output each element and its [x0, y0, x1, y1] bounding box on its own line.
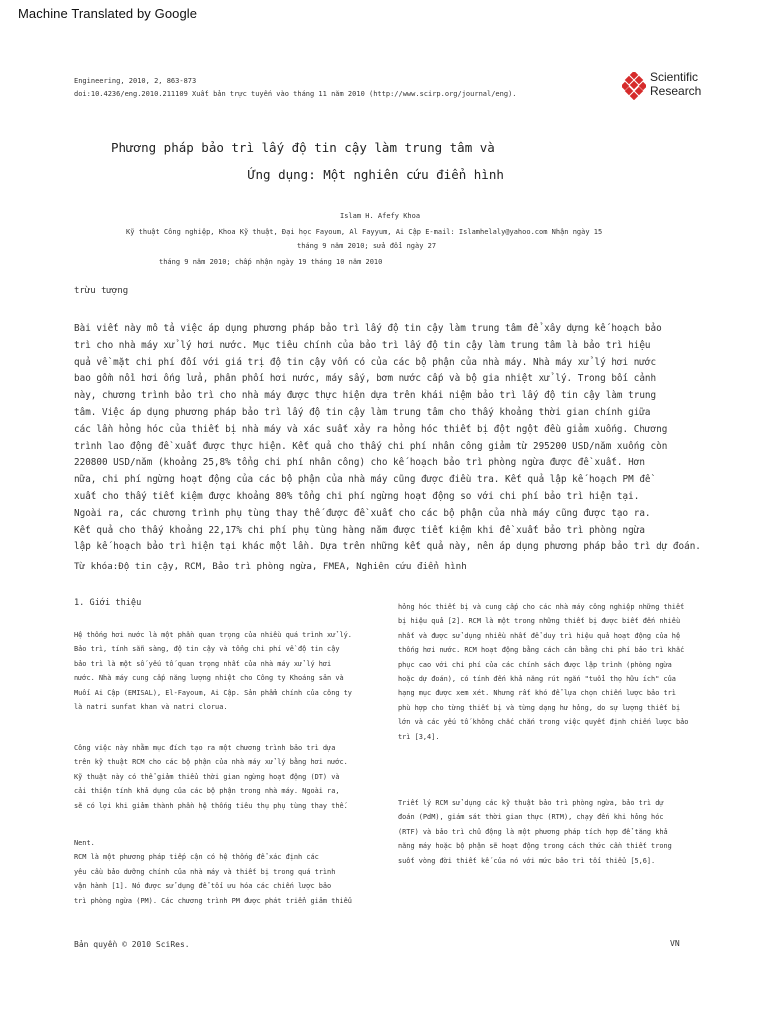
author-name: Islam H. Afefy Khoa [340, 212, 421, 220]
keywords: Từ khóa:Độ tin cậy, RCM, Bảo trì phòng ngừa, FMEA, Nghiên cứu điển hình [74, 561, 467, 572]
left-column-para2 [74, 741, 374, 813]
text-line: nước. Nhà máy cung cấp năng lượng nhiệt cho Công ty Khoáng sản và [74, 674, 344, 683]
text-line: Kỹ thuật này có thể giảm thiểu thời gian ngừng hoạt động (DT) và [74, 772, 340, 781]
text-line: phù hợp cho từng thiết bị và từng dạng hư hỏng, do sự lượng thiết bị [398, 703, 681, 712]
text-line: trên kỹ thuật RCM cho các bộ phận của nhà máy xử lý bằng hơi nước. [74, 758, 348, 767]
logo-text-line2: Research [650, 84, 702, 98]
doi-line: doi:10.4236/eng.2010.211109 Xuất bản trực tuyến vào tháng 11 năm 2010 (http://www.scirp.org/journal/eng). [74, 90, 517, 98]
text-line: Hệ thống hơi nước là một phần quan trọng của nhiều quá trình xử lý. [74, 631, 352, 639]
text-line: Triết lý RCM sử dụng các kỹ thuật bảo trì phòng ngừa, bảo trì dự [398, 799, 664, 807]
scientific-research-logo-icon [622, 72, 646, 100]
text-line: là natri sunfat khan và natri clorua. [74, 703, 228, 712]
text-line: hạng mục được xem xét. Nhưng rất khó để lựa chọn chiến lược bảo trì [398, 689, 676, 698]
text-line: bảo trì là một số yếu tố quan trọng nhất của nhà máy xử lý hơi [74, 659, 332, 668]
abstract-line: trì cho nhà máy xử lý hơi nước. Mục tiêu chính của bảo trì lấy độ tin cậy làm trung tâm là bảo trì hiệu [74, 339, 651, 351]
copyright-footer: Bản quyền © 2010 SciRes. [74, 940, 190, 949]
text-line: thống hơi nước. RCM hoạt động bằng cách cân bằng chi phí bảo trì khắc [398, 646, 685, 655]
text-line: Nent. [74, 839, 95, 847]
text-line: vận hành [1]. Nó được sử dụng để tối ưu hóa các chiến lược bảo [74, 882, 332, 891]
abstract-line: Ngoài ra, các chương trình phụ tùng thay thế được đề xuất cho các bộ phận của nhà máy cũng được tạo ra. [74, 507, 651, 519]
text-line: năng máy hoặc bộ phận sẽ hoạt động trong cách thức cần thiết trong [398, 842, 672, 851]
text-line: trì phòng ngừa (PM). Các chương trình PM được phát triển giảm thiểu [74, 896, 352, 905]
author-affiliation-line1: Kỹ thuật Công nghiệp, Khoa Kỹ thuật, Đại học Fayoum, Al Fayyum, Ai Cập E-mail: Islamhelaly@yahoo.com Nhận ngày 15 [126, 228, 603, 236]
abstract-body [74, 321, 742, 556]
text-line: Muối Ai Cập (EMISAL), El-Fayoum, Ai Cập. Sản phẩm chính của công ty [74, 688, 352, 697]
abstract-line: tâm. Việc áp dụng phương pháp bảo trì lấy độ tin cậy làm trung tâm cho thấy khoảng thời gian chính giữa [74, 406, 651, 418]
paper-title-line1: Phương pháp bảo trì lấy độ tin cậy làm trung tâm và [111, 140, 495, 155]
text-line: RCM là một phương pháp tiếp cận có hệ thống để xác định các [74, 853, 319, 862]
journal-citation: Engineering, 2010, 2, 863-873 [74, 77, 197, 85]
machine-translation-banner: Machine Translated by Google [18, 6, 198, 21]
text-line: Công việc này nhằm mục đích tạo ra một chương trình bảo trì dựa [74, 744, 336, 752]
publisher-logo [622, 70, 742, 104]
text-line: lớn và các yếu tố không chắc chắn trong việc quyết định chiến lược bảo [398, 718, 689, 727]
abstract-line: này, chương trình bảo trì cho nhà máy được thực hiện dựa trên khái niệm bảo trì lấy độ tin cậy làm trung [74, 390, 657, 402]
text-line: trì [3,4]. [398, 732, 440, 741]
abstract-line: nữa, chi phí ngừng hoạt động của các bộ phận của nhà máy cũng được điều tra. Kết quả lập kế hoạch PM đề [74, 474, 651, 486]
left-column-para3 [74, 836, 374, 908]
right-column-para1 [398, 600, 698, 744]
abstract-line: Kết quả cho thấy khoảng 22,17% chi phí phụ tùng hàng năm được tiết kiệm khi đề xuất bảo trì phòng ngừa [74, 524, 645, 536]
text-line: bị hiệu quả [2]. RCM là một trong những thiết bị được biết đến nhiều [398, 617, 681, 626]
abstract-line: xuất cho thấy tiết kiệm được khoảng 80% tổng chi phí ngừng hoạt động so với chi phí bảo trì hiện tại. [74, 490, 640, 502]
abstract-line: trình lao động đề xuất được thực hiện. Kết quả cho thấy chi phí nhân công giảm từ 295200 USD/năm xuống còn [74, 440, 668, 452]
abstract-line: quả về mặt chi phí đối với giá trị độ tin cậy vốn có của các bộ phận của nhà máy. Nhà máy xử lý hơi nước [74, 356, 657, 368]
text-line: nhất và được sử dụng nhiều nhất để duy trì hiệu quả hoạt động của hệ [398, 631, 681, 640]
text-line: đoán (PdM), giám sát thời gian thực (RTM), chạy đến khi hỏng hóc [398, 813, 664, 822]
abstract-line: các lần hỏng hóc của thiết bị nhà máy và xác suất xảy ra hỏng hóc thiết bị đột ngột đều giảm xuống. Chương [74, 423, 668, 435]
left-column-para1 [74, 628, 374, 714]
paper-title-line2: Ứng dụng: Một nghiên cứu điển hình [248, 167, 504, 182]
text-line: suốt vòng đời thiết kế của nó với mức bảo trì tối thiểu [5,6]. [398, 856, 656, 865]
text-line: hoặc dự đoán), có tính đến khả năng rút ngắn "tuổi thọ hữu ích" của [398, 675, 676, 684]
section-title-introduction: 1. Giới thiệu [74, 598, 142, 608]
right-column-para2 [398, 796, 698, 868]
abstract-line: Bài viết này mô tả việc áp dụng phương pháp bảo trì lấy độ tin cậy làm trung tâm để xây dựng kế hoạch bảo [74, 323, 662, 334]
text-line: hỏng hóc thiết bị và cung cấp cho các nhà máy công nghiệp những thiết [398, 603, 685, 611]
author-affiliation-line2: tháng 9 năm 2010; sửa đổi ngày 27 [297, 242, 437, 250]
text-line: cải thiện tính khả dụng của các bộ phận trong nhà máy. Ngoài ra, [74, 787, 340, 796]
abstract-line: bao gồm nồi hơi ống lửa, phân phối hơi nước, máy sấy, bơm nước cấp và bộ gia nhiệt xử lý. Trong bối cảnh [74, 373, 657, 385]
abstract-line: 220800 USD/năm (khoảng 25,8% tổng chi phí nhân công) cho kế hoạch bảo trì phòng ngừa được đề xuất. Hơn [74, 457, 645, 469]
text-line: sẽ có lợi khi giảm thành phần hệ thống tiêu thụ phụ tùng thay thế. [74, 801, 348, 810]
text-line: phục cao với chi phí của các chính sách được lập trình (phòng ngừa [398, 660, 672, 669]
abstract-line: lập kế hoạch bảo trì hiện tại khác một lần. Dựa trên những kết quả này, nên áp dụng phương pháp bảo trì dự đoán. [74, 541, 701, 553]
text-line: (RTF) và bảo trì chủ động là một phương pháp tích hợp để tăng khả [398, 827, 668, 836]
abstract-heading: trừu tượng [74, 286, 129, 296]
text-line: Bảo trì, tính sẵn sàng, độ tin cậy và tổng chi phí về độ tin cậy [74, 645, 340, 654]
footer-right: VN [670, 939, 680, 948]
text-line: yêu cầu bảo dưỡng chính của nhà máy và thiết bị trong quá trình [74, 867, 336, 876]
author-affiliation-line3: tháng 9 năm 2010; chấp nhận ngày 19 tháng 10 năm 2010 [159, 258, 383, 266]
logo-text-line1: Scientific [650, 70, 699, 84]
